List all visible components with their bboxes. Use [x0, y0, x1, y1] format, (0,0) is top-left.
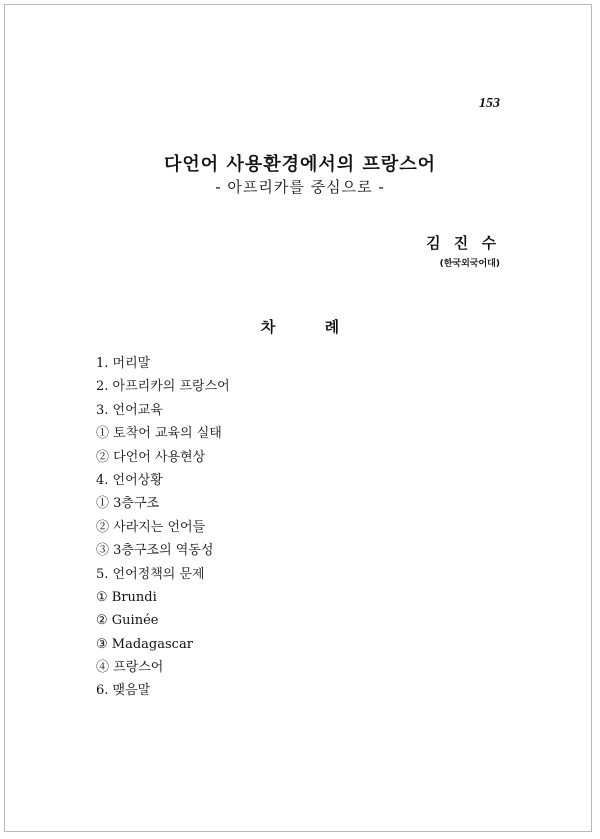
toc-item: ④ 프랑스어 [96, 660, 164, 676]
toc-item: ② 다언어 사용현상 [96, 449, 206, 465]
toc-heading: 차 례 [260, 318, 362, 336]
toc-item: ③ Madagascar [96, 636, 193, 652]
toc-item: 5. 언어정책의 문제 [96, 566, 205, 582]
toc-item: ② Guinée [96, 613, 159, 629]
paper-title: 다언어 사용환경에서의 프랑스어 [164, 154, 436, 175]
toc-item: ③ 3층구조의 역동성 [96, 543, 214, 559]
author-name: 김 진 수 [426, 234, 500, 252]
author-affiliation: (한국외국어대) [439, 259, 500, 269]
toc-item: ① 토착어 교육의 실태 [96, 426, 222, 442]
page-border [4, 4, 592, 832]
toc-item: 3. 언어교육 [96, 402, 163, 418]
table-of-contents [96, 352, 230, 703]
toc-item: 2. 아프리카의 프랑스어 [96, 379, 230, 395]
paper-subtitle: - 아프리카를 중심으로 - [215, 178, 385, 196]
toc-item: ② 사라지는 언어들 [96, 519, 206, 535]
toc-item: 4. 언어상황 [96, 472, 163, 488]
toc-item: ① 3층구조 [96, 496, 160, 512]
toc-item: 1. 머리말 [96, 356, 151, 371]
toc-item: 6. 맺음말 [96, 683, 151, 699]
toc-item: ① Brundi [96, 589, 157, 605]
page-number: 153 [479, 96, 500, 111]
